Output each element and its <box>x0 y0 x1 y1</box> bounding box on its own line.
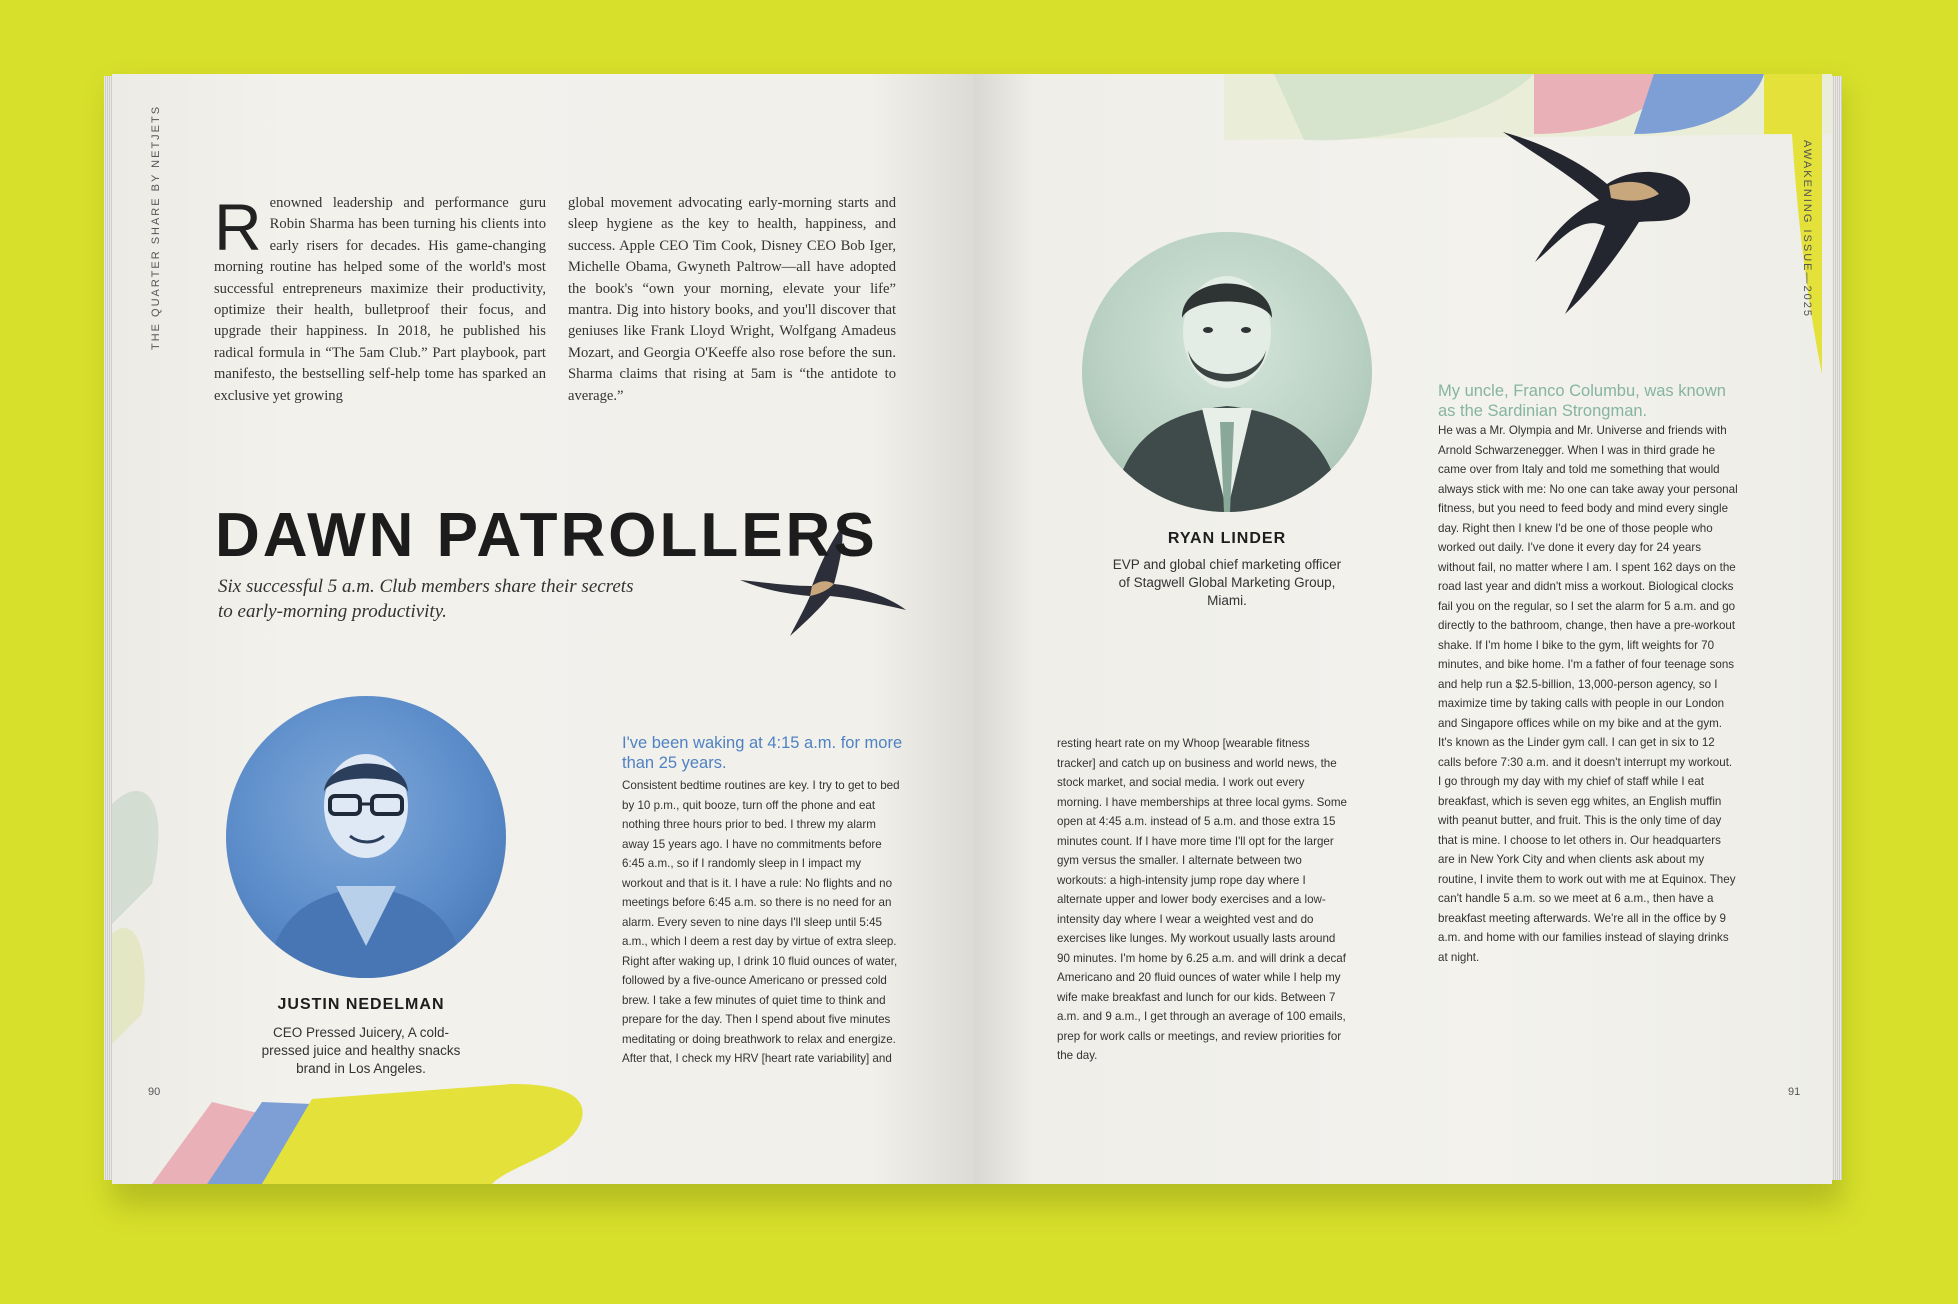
justin-illustration <box>226 696 506 978</box>
ryan-name: RYAN LINDER <box>1167 530 1287 547</box>
folio-right: 91 <box>1788 1086 1801 1098</box>
article-headline: DAWN PATROLLERS <box>215 501 878 570</box>
justin-pull-quote: I've been waking at 4:15 a.m. for more than 25 years. <box>622 734 903 772</box>
justin-portrait <box>226 696 506 978</box>
justin-body: Consistent bedtime routines are key. I try to get to bed by 10 p.m., quit booze, turn off the phone and eat nothing three hours prior to bed. I threw my alarm away 15 years ago. I have no commitments before 6:45 a.m., so if I randomly sleep in I impact my workout and that is it. I have a rule: No flights and no meetings before 6:45 a.m. so there is no need for an alarm. Every seven to nine days I'll sleep until 5:45 a.m., which I deem a rest day by virtue of extra sleep. Right after waking up, I drink 10 fluid ounces of water, followed by a five-ounce Americano or pressed cold brew. I take a few minutes of quiet time to think and prepare for the day. Then I spend about five minutes meditating or doing breathwork to relax and energize. After that, I check my HRV [heart rate variability] and <box>622 779 900 1065</box>
ryan-title: EVP and global chief marketing officer of Stagwell Global Marketing Group, Miami. <box>1112 557 1342 608</box>
justin-body-continued: resting heart rate on my Whoop [wearable fitness tracker] and catch up on business and world news, the stock market, and social media. I work out every morning. I have memberships at three local gyms. Some open at 4:45 a.m. instead of 5 a.m. and those extra 15 minutes count. If I have more time I'll opt for the larger gym versus the smaller. I alternate between two workouts: a high-intensity jump rope day where I alternate upper and lower body exercises and a low-intensity day where I wear a weighted vest and do exercises like lunges. My workout usually lasts around 90 minutes. I'm home by 6.25 a.m. and will drink a decaf Americano and 20 fluid ounces of water while I help my wife make breakfast and lunch for our kids. Between 7 a.m. and 9 a.m., I get through an average of 100 emails, prep for work calls or meetings, and review priorities for the day. <box>1057 737 1347 1062</box>
justin-name: JUSTIN NEDELMAN <box>277 996 445 1013</box>
ryan-pull-quote: My uncle, Franco Columbu, was known as the Sardinian Strongman. <box>1438 382 1726 420</box>
ryan-portrait <box>1082 232 1372 512</box>
page-edges-right <box>1832 76 1842 1180</box>
running-head-right: AWAKENING ISSUE—2025 <box>1801 140 1813 318</box>
ryan-body: He was a Mr. Olympia and Mr. Universe and friends with Arnold Schwarzenegger. When I was in third grade he came over from Italy and told me something that would always stick with me: No one can take away your personal fitness, but you need to feed body and mind every single day. Right then I knew I'd be one of those people who worked out daily. I've done it every day for 24 years without fail, no matter where I am. I spent 162 days on the road last year and didn't miss a workout. Biological clocks fail you on the regular, so I set the alarm for 5 a.m. and go directly to the bathroom, change, then have a pre-workout shake. If I'm home I bike to the gym, lift weights for 70 minutes, and bike home. I'm a father of four teenage sons and help run a $2.5-billion, 13,000-person agency, so I maximize time by taking calls with people in our London and Singapore offices while on my bike and at the gym. It's known as the Linder gym call. I can get in six to 12 calls before 7:30 a.m. and it doesn't interrupt my workout. I go through my day with my chief of staff while I eat breakfast, which is seven egg whites, an English muffin with peanut butter, and fruit. This is the only time of day that is mine. I choose to let others in. Our headquarters are in New York City and when clients ask about my routine, I invite them to work out with me at Equinox. They can't handle 5 a.m. so we meet at 6 a.m., then have a breakfast meeting afterwards. We're all in the office by 9 a.m. and home with our families instead of slaying drinks at night. <box>1438 424 1738 964</box>
running-head-left: THE QUARTER SHARE BY NETJETS <box>150 104 162 350</box>
ryan-illustration <box>1082 232 1372 512</box>
intro-column-1 <box>214 190 546 407</box>
drop-cap: R <box>214 190 262 264</box>
article-deck: Six successful 5 a.m. Club members share their secrets to early-morning productivity. <box>218 576 634 622</box>
intro-column-2: global movement advocating early-morning starts and sleep hygiene as the key to health, happiness, and success. Apple CEO Tim Cook, Disney CEO Bob Iger, Michelle Obama, Gwyneth Paltrow—all have adopted the book's “own your morning, elevate your life” mantra. Dig into history books, and you'll discover that geniuses like Frank Lloyd Wright, Wolfgang Amadeus Mozart, and Georgia O'Keeffe also rose before the sun. Sharma claims that rising at 5am is “the antidote to average.” <box>568 195 896 404</box>
justin-title: CEO Pressed Juicery, A cold-pressed juice and healthy snacks brand in Los Angeles. <box>261 1025 461 1076</box>
folio-left: 90 <box>148 1086 161 1098</box>
swallow-bird-icon <box>1499 102 1704 322</box>
intro-text-1: enowned leadership and performance guru Robin Sharma has been turning his clients into early risers for decades. His game-changing morning routine has helped some of the world's most successful entrepreneurs maximize their productivity, optimize their health, bulletproof their focus, and upgrade their happiness. In 2018, he published his radical formula in “The 5am Club.” Part playbook, part manifesto, the bestselling self-help tome has sparked an exclusive yet growing <box>214 195 546 404</box>
